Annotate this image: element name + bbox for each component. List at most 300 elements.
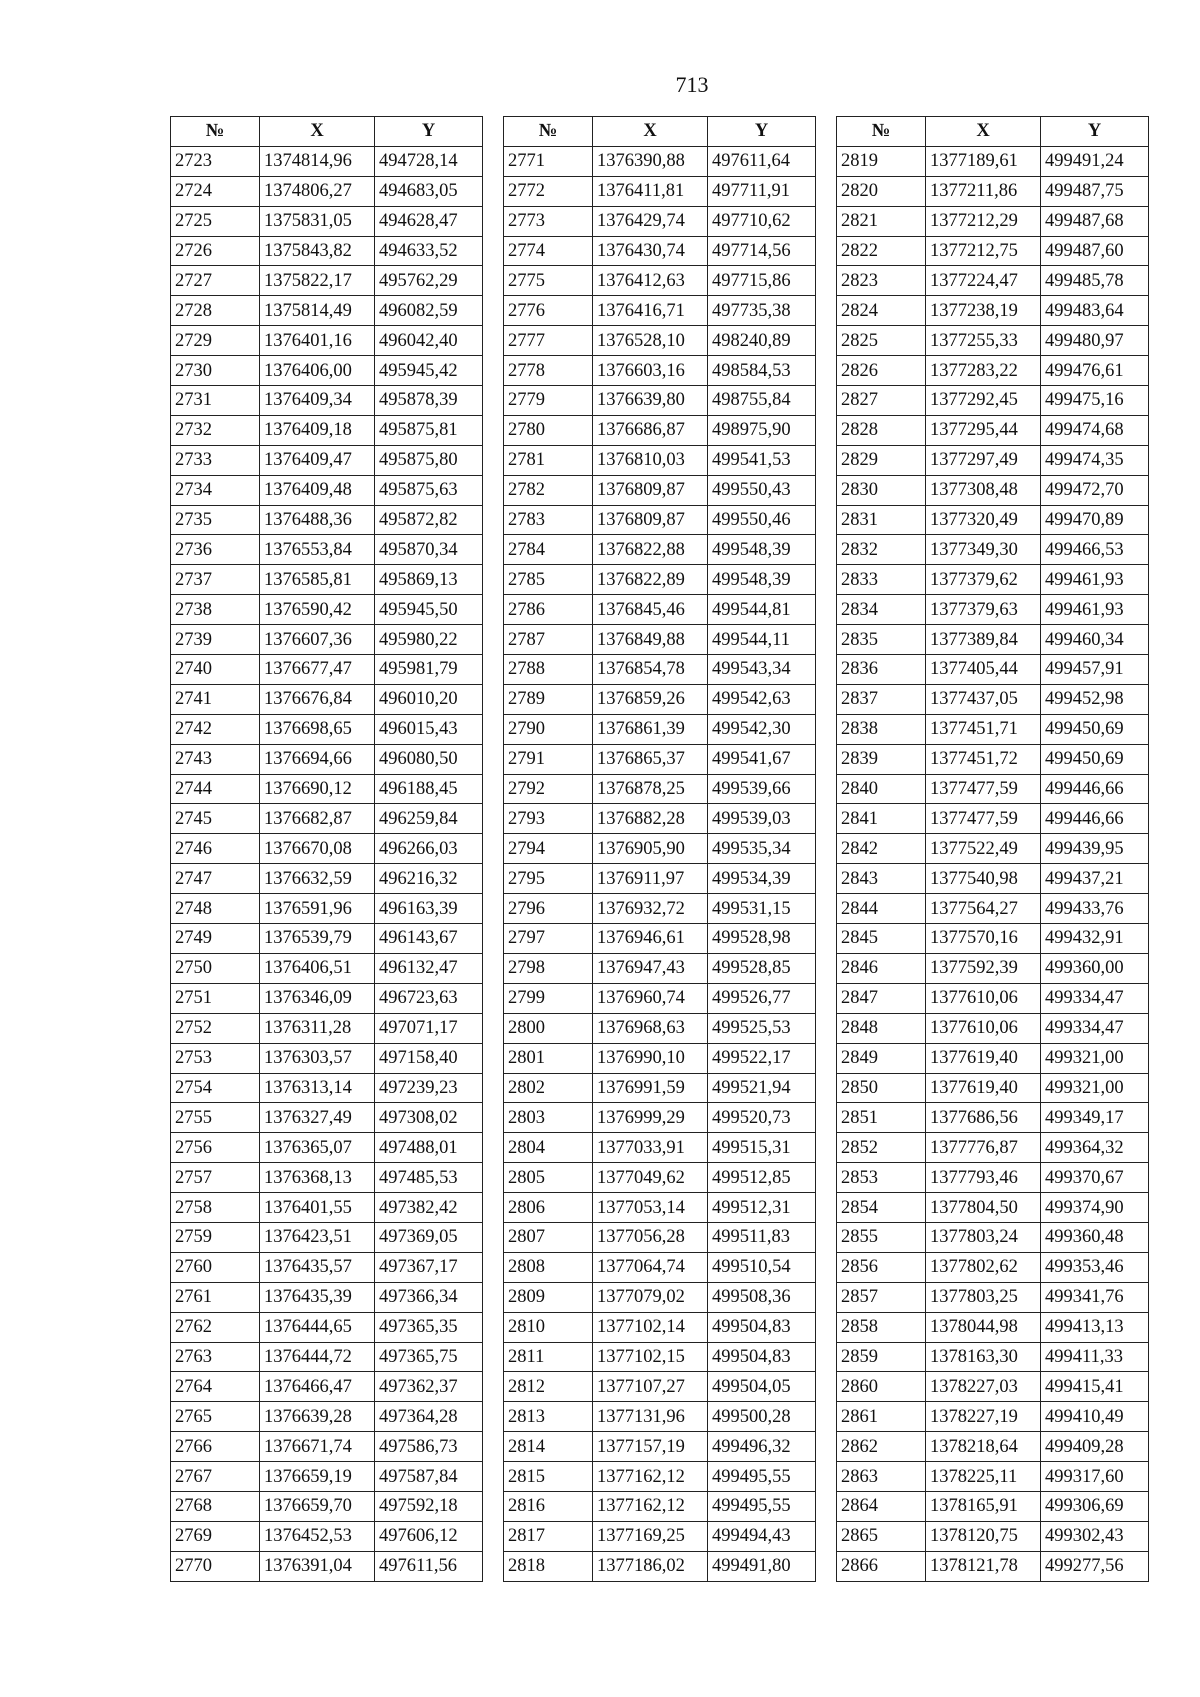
y-coordinate-cell: 499504,83: [708, 1312, 816, 1342]
y-coordinate-cell: 494728,14: [375, 146, 483, 176]
y-coordinate-cell: 499542,30: [708, 714, 816, 744]
x-coordinate-cell: 1376409,48: [260, 475, 375, 505]
point-number-cell: 2836: [837, 655, 926, 685]
table-row: [171, 1193, 483, 1223]
y-coordinate-cell: 495945,42: [375, 356, 483, 386]
x-coordinate-cell: 1377610,06: [926, 983, 1041, 1013]
point-number-cell: 2850: [837, 1073, 926, 1103]
x-coordinate-cell: 1376444,65: [260, 1312, 375, 1342]
y-coordinate-cell: 499360,48: [1041, 1222, 1149, 1252]
x-coordinate-cell: 1377212,75: [926, 236, 1041, 266]
table-row: [504, 714, 816, 744]
x-coordinate-cell: 1378227,03: [926, 1372, 1041, 1402]
y-coordinate-cell: 499321,00: [1041, 1043, 1149, 1073]
x-coordinate-cell: 1377522,49: [926, 834, 1041, 864]
table-row: [504, 1462, 816, 1492]
table-row: [504, 953, 816, 983]
table-row: [171, 296, 483, 326]
table-row: [837, 326, 1149, 356]
x-coordinate-cell: 1376368,13: [260, 1163, 375, 1193]
x-coordinate-cell: 1377405,44: [926, 655, 1041, 685]
point-number-cell: 2770: [171, 1551, 260, 1581]
table-row: [171, 625, 483, 655]
header-row: [837, 117, 1149, 147]
table-row: [504, 296, 816, 326]
x-coordinate-cell: 1377224,47: [926, 266, 1041, 296]
x-coordinate-cell: 1376671,74: [260, 1432, 375, 1462]
x-coordinate-cell: 1376585,81: [260, 565, 375, 595]
point-number-cell: 2726: [171, 236, 260, 266]
x-coordinate-cell: 1376809,87: [593, 475, 708, 505]
x-coordinate-cell: 1377570,16: [926, 924, 1041, 954]
x-coordinate-cell: 1376406,00: [260, 356, 375, 386]
table-row: [504, 1402, 816, 1432]
y-coordinate-cell: 494628,47: [375, 206, 483, 236]
x-coordinate-cell: 1376603,16: [593, 356, 708, 386]
table-row: [504, 1103, 816, 1133]
y-coordinate-cell: 499460,34: [1041, 625, 1149, 655]
x-coordinate-cell: 1376313,14: [260, 1073, 375, 1103]
x-coordinate-cell: 1376423,51: [260, 1222, 375, 1252]
y-coordinate-cell: 495878,39: [375, 386, 483, 416]
y-coordinate-cell: 495980,22: [375, 625, 483, 655]
table-row: [837, 625, 1149, 655]
table-row: [504, 415, 816, 445]
y-coordinate-cell: 497611,64: [708, 146, 816, 176]
point-number-cell: 2775: [504, 266, 593, 296]
column-header-y: Y: [708, 117, 816, 147]
table-row: [504, 236, 816, 266]
table-row: [504, 983, 816, 1013]
table-row: [504, 1013, 816, 1043]
point-number-cell: 2828: [837, 415, 926, 445]
point-number-cell: 2813: [504, 1402, 593, 1432]
x-coordinate-cell: 1376809,87: [593, 505, 708, 535]
point-number-cell: 2757: [171, 1163, 260, 1193]
table-row: [504, 1521, 816, 1551]
x-coordinate-cell: 1377379,62: [926, 565, 1041, 595]
y-coordinate-cell: 495945,50: [375, 595, 483, 625]
point-number-cell: 2734: [171, 475, 260, 505]
point-number-cell: 2805: [504, 1163, 593, 1193]
y-coordinate-cell: 496082,59: [375, 296, 483, 326]
x-coordinate-cell: 1378120,75: [926, 1521, 1041, 1551]
y-coordinate-cell: 499461,93: [1041, 595, 1149, 625]
point-number-cell: 2730: [171, 356, 260, 386]
y-coordinate-cell: 499541,67: [708, 744, 816, 774]
point-number-cell: 2854: [837, 1193, 926, 1223]
y-coordinate-cell: 499433,76: [1041, 894, 1149, 924]
point-number-cell: 2748: [171, 894, 260, 924]
point-number-cell: 2786: [504, 595, 593, 625]
point-number-cell: 2845: [837, 924, 926, 954]
x-coordinate-cell: 1375831,05: [260, 206, 375, 236]
table-row: [837, 1342, 1149, 1372]
x-coordinate-cell: 1376409,34: [260, 386, 375, 416]
table-row: [171, 804, 483, 834]
y-coordinate-cell: 499432,91: [1041, 924, 1149, 954]
table-row: [504, 804, 816, 834]
point-number-cell: 2861: [837, 1402, 926, 1432]
x-coordinate-cell: 1376452,53: [260, 1521, 375, 1551]
x-coordinate-cell: 1374806,27: [260, 176, 375, 206]
table-row: [504, 1432, 816, 1462]
x-coordinate-cell: 1377102,15: [593, 1342, 708, 1372]
x-coordinate-cell: 1375843,82: [260, 236, 375, 266]
point-number-cell: 2818: [504, 1551, 593, 1581]
y-coordinate-cell: 499450,69: [1041, 744, 1149, 774]
y-coordinate-cell: 497365,75: [375, 1342, 483, 1372]
x-coordinate-cell: 1376694,66: [260, 744, 375, 774]
column-header-number: №: [171, 117, 260, 147]
point-number-cell: 2742: [171, 714, 260, 744]
x-coordinate-cell: 1376932,72: [593, 894, 708, 924]
point-number-cell: 2860: [837, 1372, 926, 1402]
table-row: [837, 864, 1149, 894]
x-coordinate-cell: 1377049,62: [593, 1163, 708, 1193]
y-coordinate-cell: 499306,69: [1041, 1491, 1149, 1521]
y-coordinate-cell: 499439,95: [1041, 834, 1149, 864]
table-row: [837, 266, 1149, 296]
point-number-cell: 2863: [837, 1462, 926, 1492]
x-coordinate-cell: 1376365,07: [260, 1133, 375, 1163]
table-row: [171, 415, 483, 445]
table-row: [504, 655, 816, 685]
point-number-cell: 2739: [171, 625, 260, 655]
point-number-cell: 2832: [837, 535, 926, 565]
point-number-cell: 2767: [171, 1462, 260, 1492]
point-number-cell: 2801: [504, 1043, 593, 1073]
x-coordinate-cell: 1376639,28: [260, 1402, 375, 1432]
x-coordinate-cell: 1377186,02: [593, 1551, 708, 1581]
x-coordinate-cell: 1376401,16: [260, 326, 375, 356]
y-coordinate-cell: 499548,39: [708, 535, 816, 565]
point-number-cell: 2864: [837, 1491, 926, 1521]
y-coordinate-cell: 499485,78: [1041, 266, 1149, 296]
y-coordinate-cell: 496188,45: [375, 774, 483, 804]
point-number-cell: 2804: [504, 1133, 593, 1163]
y-coordinate-cell: 499480,97: [1041, 326, 1149, 356]
x-coordinate-cell: 1377803,24: [926, 1222, 1041, 1252]
point-number-cell: 2833: [837, 565, 926, 595]
x-coordinate-cell: 1377803,25: [926, 1282, 1041, 1312]
point-number-cell: 2844: [837, 894, 926, 924]
y-coordinate-cell: 499521,94: [708, 1073, 816, 1103]
point-number-cell: 2865: [837, 1521, 926, 1551]
y-coordinate-cell: 499409,28: [1041, 1432, 1149, 1462]
point-number-cell: 2732: [171, 415, 260, 445]
y-coordinate-cell: 499446,66: [1041, 774, 1149, 804]
point-number-cell: 2794: [504, 834, 593, 864]
x-coordinate-cell: 1376429,74: [593, 206, 708, 236]
point-number-cell: 2800: [504, 1013, 593, 1043]
table-row: [171, 1462, 483, 1492]
point-number-cell: 2733: [171, 445, 260, 475]
y-coordinate-cell: 498584,53: [708, 356, 816, 386]
point-number-cell: 2819: [837, 146, 926, 176]
point-number-cell: 2780: [504, 415, 593, 445]
y-coordinate-cell: 499544,81: [708, 595, 816, 625]
table-row: [504, 1282, 816, 1312]
point-number-cell: 2758: [171, 1193, 260, 1223]
table-row: [504, 1491, 816, 1521]
table-row: [171, 983, 483, 1013]
x-coordinate-cell: 1376861,39: [593, 714, 708, 744]
table-row: [171, 1222, 483, 1252]
point-number-cell: 2811: [504, 1342, 593, 1372]
x-coordinate-cell: 1376435,39: [260, 1282, 375, 1312]
y-coordinate-cell: 497488,01: [375, 1133, 483, 1163]
table-row: [504, 356, 816, 386]
y-coordinate-cell: 499504,83: [708, 1342, 816, 1372]
y-coordinate-cell: 495762,29: [375, 266, 483, 296]
table-row: [837, 953, 1149, 983]
x-coordinate-cell: 1374814,96: [260, 146, 375, 176]
x-coordinate-cell: 1376409,18: [260, 415, 375, 445]
point-number-cell: 2735: [171, 505, 260, 535]
table-row: [837, 714, 1149, 744]
x-coordinate-cell: 1377451,71: [926, 714, 1041, 744]
point-number-cell: 2799: [504, 983, 593, 1013]
x-coordinate-cell: 1376390,88: [593, 146, 708, 176]
point-number-cell: 2808: [504, 1252, 593, 1282]
point-number-cell: 2816: [504, 1491, 593, 1521]
point-number-cell: 2789: [504, 684, 593, 714]
table-row: [171, 1103, 483, 1133]
point-number-cell: 2727: [171, 266, 260, 296]
x-coordinate-cell: 1376632,59: [260, 864, 375, 894]
table-row: [504, 684, 816, 714]
table-row: [171, 565, 483, 595]
point-number-cell: 2724: [171, 176, 260, 206]
x-coordinate-cell: 1376845,46: [593, 595, 708, 625]
y-coordinate-cell: 499349,17: [1041, 1103, 1149, 1133]
x-coordinate-cell: 1377804,50: [926, 1193, 1041, 1223]
y-coordinate-cell: 497592,18: [375, 1491, 483, 1521]
x-coordinate-cell: 1376553,84: [260, 535, 375, 565]
table-row: [837, 475, 1149, 505]
x-coordinate-cell: 1376430,74: [593, 236, 708, 266]
x-coordinate-cell: 1377255,33: [926, 326, 1041, 356]
table-row: [504, 1073, 816, 1103]
point-number-cell: 2723: [171, 146, 260, 176]
point-number-cell: 2857: [837, 1282, 926, 1312]
table-row: [171, 266, 483, 296]
header-row: [171, 117, 483, 147]
table-row: [171, 684, 483, 714]
page-number: 713: [675, 72, 709, 97]
x-coordinate-cell: 1376590,42: [260, 595, 375, 625]
table-row: [837, 1312, 1149, 1342]
y-coordinate-cell: 499370,67: [1041, 1163, 1149, 1193]
y-coordinate-cell: 499334,47: [1041, 983, 1149, 1013]
y-coordinate-cell: 499525,53: [708, 1013, 816, 1043]
y-coordinate-cell: 497382,42: [375, 1193, 483, 1223]
y-coordinate-cell: 494633,52: [375, 236, 483, 266]
table-row: [837, 1073, 1149, 1103]
point-number-cell: 2838: [837, 714, 926, 744]
point-number-cell: 2810: [504, 1312, 593, 1342]
y-coordinate-cell: 497369,05: [375, 1222, 483, 1252]
y-coordinate-cell: 499452,98: [1041, 684, 1149, 714]
y-coordinate-cell: 499334,47: [1041, 1013, 1149, 1043]
table-row: [504, 1312, 816, 1342]
y-coordinate-cell: 497362,37: [375, 1372, 483, 1402]
table-row: [504, 475, 816, 505]
point-number-cell: 2798: [504, 953, 593, 983]
table-row: [171, 894, 483, 924]
table-row: [837, 983, 1149, 1013]
point-number-cell: 2806: [504, 1193, 593, 1223]
table-row: [171, 386, 483, 416]
y-coordinate-cell: 499474,35: [1041, 445, 1149, 475]
table-row: [837, 1222, 1149, 1252]
y-coordinate-cell: 499487,75: [1041, 176, 1149, 206]
x-coordinate-cell: 1377308,48: [926, 475, 1041, 505]
x-coordinate-cell: 1376466,47: [260, 1372, 375, 1402]
y-coordinate-cell: 499494,43: [708, 1521, 816, 1551]
y-coordinate-cell: 496723,63: [375, 983, 483, 1013]
column-header-x: X: [926, 117, 1041, 147]
y-coordinate-cell: 499353,46: [1041, 1252, 1149, 1282]
point-number-cell: 2862: [837, 1432, 926, 1462]
y-coordinate-cell: 499510,54: [708, 1252, 816, 1282]
x-coordinate-cell: 1377157,19: [593, 1432, 708, 1462]
x-coordinate-cell: 1378218,64: [926, 1432, 1041, 1462]
point-number-cell: 2738: [171, 595, 260, 625]
x-coordinate-cell: 1376690,12: [260, 774, 375, 804]
table-row: [837, 206, 1149, 236]
y-coordinate-cell: 499548,39: [708, 565, 816, 595]
y-coordinate-cell: 499550,46: [708, 505, 816, 535]
x-coordinate-cell: 1377686,56: [926, 1103, 1041, 1133]
y-coordinate-cell: 494683,05: [375, 176, 483, 206]
table-row: [171, 1133, 483, 1163]
x-coordinate-cell: 1378044,98: [926, 1312, 1041, 1342]
table-row: [504, 864, 816, 894]
table-row: [837, 296, 1149, 326]
x-coordinate-cell: 1377212,29: [926, 206, 1041, 236]
x-coordinate-cell: 1377053,14: [593, 1193, 708, 1223]
x-coordinate-cell: 1376391,04: [260, 1551, 375, 1581]
x-coordinate-cell: 1377389,84: [926, 625, 1041, 655]
x-coordinate-cell: 1376639,80: [593, 386, 708, 416]
point-number-cell: 2760: [171, 1252, 260, 1282]
x-coordinate-cell: 1376905,90: [593, 834, 708, 864]
column-header-x: X: [260, 117, 375, 147]
y-coordinate-cell: 497587,84: [375, 1462, 483, 1492]
table-row: [837, 565, 1149, 595]
point-number-cell: 2746: [171, 834, 260, 864]
table-row: [504, 1222, 816, 1252]
point-number-cell: 2823: [837, 266, 926, 296]
table-row: [171, 1521, 483, 1551]
point-number-cell: 2821: [837, 206, 926, 236]
y-coordinate-cell: 497710,62: [708, 206, 816, 236]
point-number-cell: 2779: [504, 386, 593, 416]
point-number-cell: 2750: [171, 953, 260, 983]
y-coordinate-cell: 499550,43: [708, 475, 816, 505]
point-number-cell: 2835: [837, 625, 926, 655]
table-row: [171, 236, 483, 266]
y-coordinate-cell: 498975,90: [708, 415, 816, 445]
table-row: [837, 1432, 1149, 1462]
point-number-cell: 2769: [171, 1521, 260, 1551]
y-coordinate-cell: 499512,31: [708, 1193, 816, 1223]
x-coordinate-cell: 1377349,30: [926, 535, 1041, 565]
table-row: [504, 146, 816, 176]
point-number-cell: 2772: [504, 176, 593, 206]
x-coordinate-cell: 1376999,29: [593, 1103, 708, 1133]
point-number-cell: 2853: [837, 1163, 926, 1193]
x-coordinate-cell: 1376960,74: [593, 983, 708, 1013]
point-number-cell: 2793: [504, 804, 593, 834]
x-coordinate-cell: 1376444,72: [260, 1342, 375, 1372]
point-number-cell: 2841: [837, 804, 926, 834]
table-row: [171, 953, 483, 983]
y-coordinate-cell: 499526,77: [708, 983, 816, 1013]
table-row: [837, 1462, 1149, 1492]
point-number-cell: 2858: [837, 1312, 926, 1342]
x-coordinate-cell: 1376991,59: [593, 1073, 708, 1103]
y-coordinate-cell: 499491,24: [1041, 146, 1149, 176]
point-number-cell: 2849: [837, 1043, 926, 1073]
y-coordinate-cell: 499515,31: [708, 1133, 816, 1163]
column-header-number: №: [837, 117, 926, 147]
y-coordinate-cell: 499410,49: [1041, 1402, 1149, 1432]
y-coordinate-cell: 499496,32: [708, 1432, 816, 1462]
y-coordinate-cell: 499520,73: [708, 1103, 816, 1133]
x-coordinate-cell: 1377211,86: [926, 176, 1041, 206]
table-row: [171, 146, 483, 176]
point-number-cell: 2815: [504, 1462, 593, 1492]
table-row: [504, 894, 816, 924]
y-coordinate-cell: 499511,83: [708, 1222, 816, 1252]
point-number-cell: 2827: [837, 386, 926, 416]
point-number-cell: 2812: [504, 1372, 593, 1402]
table-row: [837, 1491, 1149, 1521]
x-coordinate-cell: 1376416,71: [593, 296, 708, 326]
x-coordinate-cell: 1376412,63: [593, 266, 708, 296]
x-coordinate-cell: 1376968,63: [593, 1013, 708, 1043]
coordinate-table-1: [170, 116, 483, 1582]
column-header-y: Y: [1041, 117, 1149, 147]
x-coordinate-cell: 1376670,08: [260, 834, 375, 864]
x-coordinate-cell: 1376854,78: [593, 655, 708, 685]
x-coordinate-cell: 1376865,37: [593, 744, 708, 774]
x-coordinate-cell: 1376810,03: [593, 445, 708, 475]
y-coordinate-cell: 499522,17: [708, 1043, 816, 1073]
y-coordinate-cell: 496259,84: [375, 804, 483, 834]
x-coordinate-cell: 1378163,30: [926, 1342, 1041, 1372]
x-coordinate-cell: 1377610,06: [926, 1013, 1041, 1043]
table-row: [504, 924, 816, 954]
y-coordinate-cell: 499534,39: [708, 864, 816, 894]
point-number-cell: 2807: [504, 1222, 593, 1252]
table-row: [504, 595, 816, 625]
x-coordinate-cell: 1377592,39: [926, 953, 1041, 983]
point-number-cell: 2840: [837, 774, 926, 804]
point-number-cell: 2766: [171, 1432, 260, 1462]
point-number-cell: 2822: [837, 236, 926, 266]
point-number-cell: 2847: [837, 983, 926, 1013]
x-coordinate-cell: 1377079,02: [593, 1282, 708, 1312]
table-row: [504, 744, 816, 774]
x-coordinate-cell: 1377102,14: [593, 1312, 708, 1342]
point-number-cell: 2788: [504, 655, 593, 685]
point-number-cell: 2783: [504, 505, 593, 535]
y-coordinate-cell: 496266,03: [375, 834, 483, 864]
